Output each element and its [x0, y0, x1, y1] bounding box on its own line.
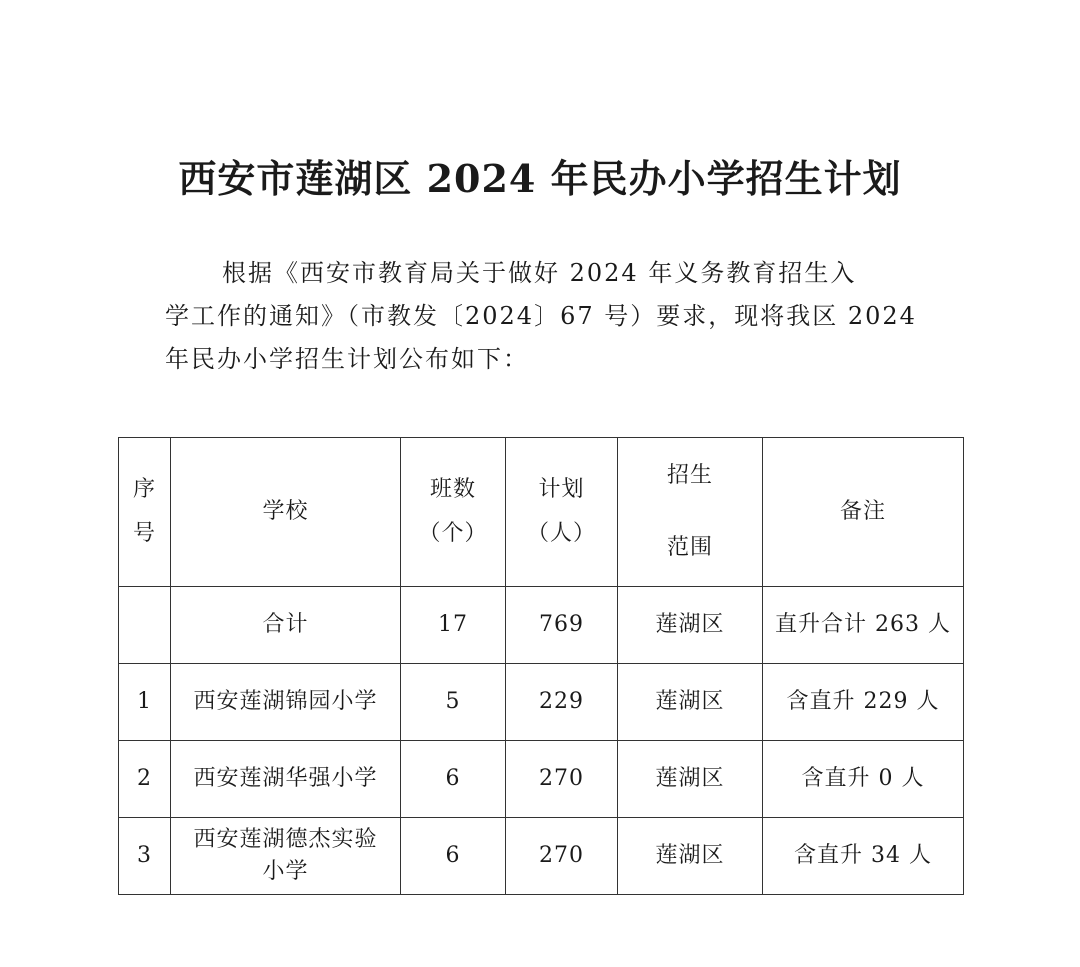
header-text: （个） [418, 521, 488, 546]
paragraph-line: 年民办小学招生计划公布如下： [165, 345, 529, 373]
cell-plan: 229 [506, 664, 618, 741]
header-text: 范围 [666, 535, 713, 560]
cell-note: 含直升 0 人 [763, 741, 964, 818]
table-row [119, 587, 964, 664]
cell-classes: 6 [401, 741, 506, 818]
paragraph-line: 学工作的通知》（市教发〔2024〕67 号）要求，现将我区 2024 [165, 302, 917, 330]
intro-paragraph [165, 252, 925, 381]
cell-classes: 17 [401, 587, 506, 664]
table-header-row [119, 438, 964, 587]
header-scope [618, 438, 763, 587]
header-text: 招生 [666, 463, 713, 488]
cell-school: 合计 [171, 587, 401, 664]
table-row [119, 664, 964, 741]
header-text: 班数 [429, 477, 476, 502]
cell-scope: 莲湖区 [618, 664, 763, 741]
cell-note: 含直升 229 人 [763, 664, 964, 741]
cell-plan: 769 [506, 587, 618, 664]
paragraph-line: 根据《西安市教育局关于做好 2024 年义务教育招生入 [222, 259, 857, 287]
cell-classes: 5 [401, 664, 506, 741]
cell-index: 1 [119, 664, 171, 741]
cell-classes: 6 [401, 818, 506, 895]
table-row [119, 818, 964, 895]
cell-index [119, 587, 171, 664]
cell-scope: 莲湖区 [618, 587, 763, 664]
header-index [119, 438, 171, 587]
cell-scope: 莲湖区 [618, 741, 763, 818]
document-title: 西安市莲湖区 2024 年民办小学招生计划 [178, 156, 902, 201]
cell-index: 3 [119, 818, 171, 895]
cell-scope: 莲湖区 [618, 818, 763, 895]
cell-school: 西安莲湖华强小学 [171, 741, 401, 818]
header-note: 备注 [763, 438, 964, 587]
header-plan [506, 438, 618, 587]
table-row [119, 741, 964, 818]
cell-school: 西安莲湖德杰实验小学 [171, 818, 401, 895]
enrollment-table [118, 437, 964, 895]
header-text: （人） [526, 521, 596, 546]
header-classes [401, 438, 506, 587]
header-text: 号 [132, 521, 156, 546]
cell-index: 2 [119, 741, 171, 818]
header-school: 学校 [171, 438, 401, 587]
header-text: 序 [132, 477, 156, 502]
cell-plan: 270 [506, 741, 618, 818]
cell-plan: 270 [506, 818, 618, 895]
header-text: 计划 [538, 477, 585, 502]
cell-note: 直升合计 263 人 [763, 587, 964, 664]
cell-note: 含直升 34 人 [763, 818, 964, 895]
cell-school: 西安莲湖锦园小学 [171, 664, 401, 741]
